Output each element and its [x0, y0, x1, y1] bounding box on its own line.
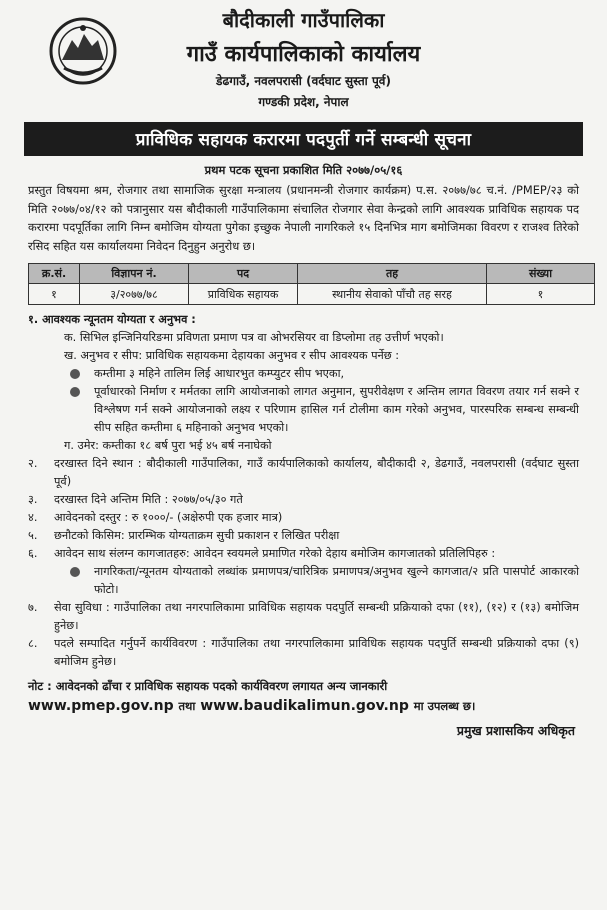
section-text: दरखास्त दिने अन्तिम मिति : २०७७/०५/३० गते: [54, 493, 243, 506]
bullet-text: नागरिकता/न्यूनतम योग्यताको लब्धांक प्रमाणपत्र/चारित्रिक प्रमाणपत्र/अनुभव खुल्ने कागजात/२ प्रति पासपोर्ट आकारको फोटो।: [94, 565, 579, 596]
section-number: ४.: [28, 511, 38, 524]
cell-sn: १: [29, 284, 80, 305]
cell-post: प्राविधिक सहायक: [189, 284, 298, 305]
section-text: आवेदनको दस्तुर : रु १०००/- (अक्षेरुपी एक हजार मात्र): [54, 511, 283, 524]
section-number: ३.: [28, 493, 38, 506]
bullet-text: पूर्वाधारको निर्माण र मर्मतका लागि आयोजनाको लागत अनुमान, सुपरीवेक्षण र अन्तिम लागत विवरण तयार गर्न सक्ने र विश्लेषण गर्न सक्ने आयोजनाको लक्ष्य र परिणाम हासिल गर्न टोलीमा काम गरेको अनुभव, पारस्परिक सम्बन्ध सम्बन्धी सीप सहित कम्तीमा ६ महिनाको अनुभव भएको।: [94, 385, 579, 434]
bullet-icon: [70, 387, 80, 397]
cell-count: १: [487, 284, 595, 305]
municipality-name: बौदीकाली गाउँपालिका: [222, 8, 385, 32]
section-1-title: १. आवश्यक न्यूनतम योग्यता र अनुभव :: [28, 313, 196, 326]
list-item: [28, 383, 579, 437]
section-number: ८.: [28, 637, 38, 650]
header-level: तह: [298, 264, 487, 284]
section-text: आवेदन साथ संलग्न कागजातहरु: आवेदन स्वयमले प्रमाणित गरेको देहाय बमोजिम कागजातको प्रतिलिपिहरु :: [54, 547, 496, 560]
section-number: ५.: [28, 529, 38, 542]
req-kha: ख. अनुभव र सीप: प्राविधिक सहायकमा देहायका अनुभव र सीप आवश्यक पर्नेछ :: [64, 349, 400, 362]
cell-ad-no: ३/२०७७/७८: [80, 284, 189, 305]
section-text: छनौटको किसिम: प्रारम्भिक योग्यताक्रम सुची प्रकाशन र लिखित परीक्षा: [54, 529, 340, 542]
office-address: डेढगाउँ, नवलपरासी (वर्दघाट सुस्ता पूर्व): [216, 74, 391, 88]
header-count: संख्या: [487, 264, 595, 284]
province-name: गण्डकी प्रदेश, नेपाल: [258, 95, 349, 109]
section-3: [28, 491, 579, 509]
requirements-section: [28, 311, 579, 671]
signature-title: प्रमुख प्रशासकिय अधिकृत: [456, 723, 575, 738]
section-7: [28, 599, 579, 635]
bullet-text: कम्तीमा ३ महिने तालिम लिई आधारभुत कम्प्युटर सीप भएका,: [94, 367, 345, 380]
section-number: २.: [28, 457, 38, 470]
cell-level: स्थानीय सेवाको पाँचौ तह सरह: [298, 284, 487, 305]
letterhead: [10, 0, 597, 118]
list-item: [28, 365, 579, 383]
pmep-link[interactable]: www.pmep.gov.np: [28, 698, 174, 714]
section-4: [28, 509, 579, 527]
header-ad-no: विज्ञापन नं.: [80, 264, 189, 284]
office-name: गाउँ कार्यपालिकाको कार्यालय: [186, 42, 421, 67]
bullet-icon: [70, 369, 80, 379]
section-2: [28, 455, 579, 491]
municipality-link[interactable]: www.baudikalimun.gov.np: [200, 698, 409, 714]
notice-title: प्राविधिक सहायक करारमा पदपुर्ती गर्ने सम्बन्धी सूचना: [24, 122, 583, 156]
header-post: पद: [189, 264, 298, 284]
list-item: [28, 563, 579, 599]
section-8: [28, 635, 579, 671]
section-5: [28, 527, 579, 545]
section-text: सेवा सुविधा : गाउँपालिका तथा नगरपालिकामा प्राविधिक सहायक पदपुर्ति सम्बन्धी प्रक्रियाको दफा (११), (१२) र (१३) बमोजिम हुनेछ।: [54, 601, 579, 632]
website-line: [28, 698, 579, 714]
table-header-row: [29, 264, 595, 284]
req-ka: क. सिभिल इन्जिनियरिङमा प्रविणता प्रमाण पत्र वा ओभरसियर वा डिप्लोमा तह उत्तीर्ण भएको।: [64, 331, 444, 344]
section-text: दरखास्त दिने स्थान : बौदीकाली गाउँपालिका, गाउँ कार्यपालिकाको कार्यालय, बौदीकादी २, डेढगाउँ, नवलपरासी (वर्दघाट सुस्ता पूर्व): [54, 457, 579, 488]
section-6: [28, 545, 579, 563]
section-number: ६.: [28, 547, 38, 560]
intro-paragraph: प्रस्तुत विषयमा श्रम, रोजगार तथा सामाजिक सुरक्षा मन्त्रालय (प्रधानमन्त्री रोजगार कार्यक्रम) प.स. २०७७/७८ च.नं. /PMEP/२३ को मिति २०७७/०४/१२ को पत्रानुसार यस बौदीकाली गाउँपालिकामा संचालित रोजगार सेवा केन्द्रको लागि आवश्यक प्राविधिक सहायक पद करारमा पदपूर्तिका लागि निम्न बमोजिम योग्यता पुगेका इच्छुक नेपाली नागरिकले १५ दिनभित्र माग बमोजिमका विवरण र राजश्व तिरेको रसिद सहित यस कार्यालयमा निवेदन दिनुहुन अनुरोध छ।: [28, 183, 579, 253]
section-number: ७.: [28, 601, 38, 614]
vacancy-table: [28, 263, 595, 305]
note-line: नोट : आवेदनको ढाँचा र प्राविधिक सहायक पदको कार्यविवरण लगायत अन्य जानकारी: [28, 679, 388, 693]
bullet-icon: [70, 567, 80, 577]
table-row: [29, 284, 595, 305]
availability-text: मा उपलब्ध छ।: [413, 699, 476, 713]
req-ga: ग. उमेर: कम्तीका १८ बर्ष पुरा भई ४५ बर्ष ननाघेको: [64, 439, 272, 452]
conjunction-text: तथा: [178, 699, 196, 713]
section-text: पदले सम्पादित गर्नुपर्ने कार्यविवरण : गाउँपालिका तथा नगरपालिकामा प्राविधिक सहायक पदपुर्ति सम्बन्धी प्रक्रियाको दफा (९) बमोजिम हुनेछ।: [54, 637, 579, 668]
header-sn: क्र.सं.: [29, 264, 80, 284]
publish-date: प्रथम पटक सूचना प्रकाशित मिति २०७७/०५/१६: [204, 163, 403, 177]
